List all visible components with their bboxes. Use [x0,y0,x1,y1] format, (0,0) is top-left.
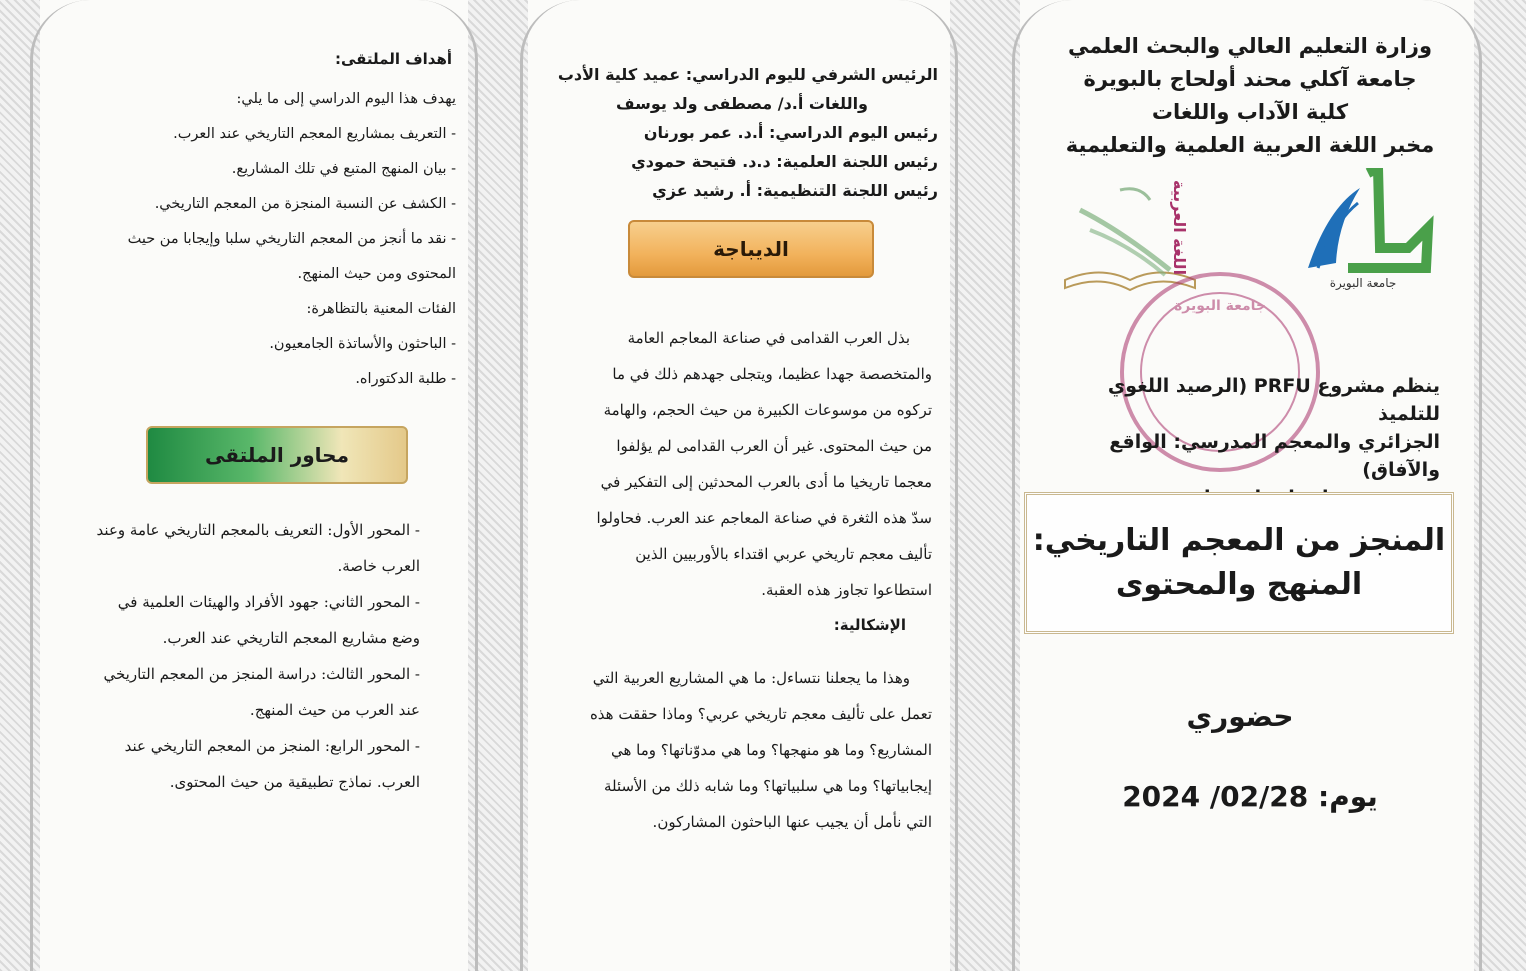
axes-line: وضع مشاريع المعجم التاريخي عند العرب. [162,629,420,647]
header-line: مخبر اللغة العربية العلمية والتعليمية [1065,133,1435,157]
attendance-mode: حضوري [1186,700,1294,733]
preamble-text [546,320,932,608]
goals-line: - بيان المنهج المتبع في تلك المشاريع. [231,161,456,177]
fold-strip-mid-right [950,0,1020,971]
date-label: يوم: [1318,780,1378,813]
goals-text [46,82,456,397]
problem-line: المشاريع؟ وما هو منهجها؟ وما هي مدوّناتها؟ وما هي [610,741,932,759]
intro-line: الجزائري والمعجم المدرسي: الواقع والآفاق) [1109,431,1440,481]
problem-line: وهذا ما يجعلنا نتساءل: ما هي المشاريع العربية التي [592,669,910,687]
preamble-line: بذل العرب القدامى في صناعة المعاجم العامة [627,329,910,347]
event-title-box [1024,492,1454,634]
event-date [1100,780,1400,813]
goals-line: يهدف هذا اليوم الدراسي إلى ما يلي: [236,91,456,107]
committee-list [548,60,938,205]
preamble-line: معجما تاريخيا ما أدى بالعرب المحدثين إلى التفكير في [600,473,932,491]
axes-line: العرب. نماذج تطبيقية من حيث المحتوى. [169,773,420,791]
committee-line: رئيس اليوم الدراسي: أ.د. عمر بورنان [643,123,938,142]
university-logo-caption: جامعة البويرة [1329,276,1397,290]
preamble-line: تأليف معجم تاريخي عربي اقتداء بالأوربيين الذين [635,545,932,563]
axes-line: - المحور الثالث: دراسة المنجز من المعجم التاريخي [103,665,420,683]
problem-line: إيجابياتها؟ وما هي سلبياتها؟ وما شابه ذلك من الأسئلة [603,777,932,795]
committee-line: الرئيس الشرفي لليوم الدراسي: عميد كلية الأدب [557,65,938,84]
header-line: جامعة آكلي محند أولحاج بالبويرة [1083,67,1417,91]
axes-text [44,512,420,800]
goals-line: الفئات المعنية بالتظاهرة: [306,301,456,317]
goals-line: - التعريف بمشاريع المعجم التاريخي عند العرب. [173,126,456,142]
goals-line: - الكشف عن النسبة المنجزة من المعجم التاريخي. [154,196,456,212]
committee-line: واللغات أ.د/ مصطفى ولد يوسف [616,94,868,113]
goals-line: المحتوى ومن حيث المنهج. [297,266,456,282]
committee-line: رئيس اللجنة التنظيمية: أ. رشيد عزي [652,181,938,200]
date-value: 2024 /02/28 [1122,780,1309,813]
committee-line: رئيس اللجنة العلمية: د.د. فتيحة حمودي [631,152,938,171]
lab-logo-text: اللغة العربية [1170,180,1189,276]
goals-line: - نقد ما أنجز من المعجم التاريخي سلبا وإيجابا من حيث [127,231,456,247]
problem-heading: الإشكالية: [833,616,906,634]
problem-text [546,660,932,840]
preamble-line: والمتخصصة جهدا عظيما، ويتجلى جهدهم ذلك في ما [612,365,932,383]
preamble-heading: الديباجة [628,220,874,278]
axes-heading: محاور الملتقى [146,426,408,484]
university-logo [1288,168,1438,298]
stamp-text: جامعة البويرة [1173,298,1267,314]
problem-line: التي نأمل أن يجيب عنها الباحثون المشاركون. [652,813,932,831]
axes-line: - المحور الرابع: المنجز من المعجم التاريخي عند [124,737,420,755]
axes-line: عند العرب من حيث المنهج. [249,701,420,719]
problem-line: تعمل على تأليف معجم تاريخي عربي؟ وماذا حققت هذه [589,705,932,723]
intro-text [1040,372,1440,512]
axes-line: - المحور الأول: التعريف بالمعجم التاريخي عامة وعند [96,521,420,539]
goals-line: - طلبة الدكتوراه. [355,371,456,387]
preamble-line: من حيث المحتوى. غير أن العرب القدامى لم يؤلفوا [616,437,932,455]
goals-heading: أهداف الملتقى: [334,50,452,68]
goals-line: - الباحثون والأساتذة الجامعيون. [269,336,456,352]
axes-line: - المحور الثاني: جهود الأفراد والهيئات العلمية في [117,593,420,611]
header-line: كلية الآداب واللغات [1151,100,1349,124]
preamble-line: سدّ هذه الثغرة في صناعة المعاجم عند العرب. فحاولوا [596,509,932,527]
event-title-line: المنهج والمحتوى [1115,567,1363,602]
intro-line: ينظم مشروع PRFU (الرصيد اللغوي للتلميذ [1107,375,1440,425]
axes-line: العرب خاصة. [337,557,420,575]
header-line: وزارة التعليم العالي والبحث العلمي [1067,34,1433,58]
event-title-line: المنجز من المعجم التاريخي: [1032,523,1446,558]
ministry-header [1060,30,1440,162]
preamble-line: تركوه من موسوعات الكبيرة من حيث الحجم، والهامة [603,401,932,419]
preamble-line: استطاعوا تجاوز هذه العقبة. [761,581,932,599]
